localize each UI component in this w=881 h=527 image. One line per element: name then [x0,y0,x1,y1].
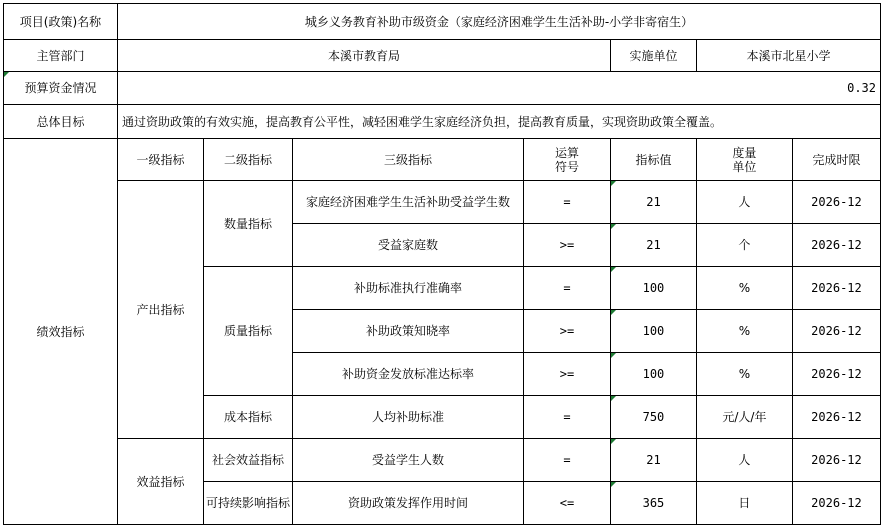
value-cell[interactable] [610,396,696,439]
indicator-value: 365 [642,496,665,510]
unit: % [738,367,751,381]
project-label: 项目(政策)名称 [19,14,102,29]
deadline-cell[interactable] [792,181,880,224]
indicator-value: 21 [646,453,661,467]
deadline-cell[interactable] [792,439,880,482]
goal-label: 总体目标 [36,114,85,129]
project-name: 城乡义务教育补助市级资金（家庭经济困难学生生活补助-小学非寄宿生） [304,14,694,29]
perf-header-row [4,139,881,181]
project-row [4,4,881,40]
subgroup-social: 社会效益指标 [211,453,284,467]
group-output: 产出指标 [136,302,185,317]
value-cell[interactable] [610,310,696,353]
col-deadline-cell[interactable] [792,139,880,181]
operator-cell[interactable] [523,482,610,525]
unit-cell[interactable] [696,267,792,310]
operator: >= [559,367,575,381]
value-cell[interactable] [610,267,696,310]
operator-cell[interactable] [523,181,610,224]
unit-cell[interactable] [696,396,792,439]
goal-value: 通过资助政策的有效实施，提高教育公平性，减轻困难学生家庭经济负担，提高教育质量，实现资助政策全覆盖。 [121,114,722,129]
deadline: 2026-12 [811,496,862,510]
indicator-name: 受益家庭数 [377,238,438,252]
operator-cell[interactable] [523,224,610,267]
col-level3-cell[interactable] [292,139,523,181]
col-operator-cell[interactable] [523,139,610,181]
indicator-name: 人均补助标准 [371,410,444,424]
unit-cell[interactable] [696,482,792,525]
unit: 元/人/年 [722,410,767,424]
operator-cell[interactable] [523,439,610,482]
unit: % [738,324,751,338]
dept-value-cell[interactable] [117,40,610,72]
indicator-cell[interactable] [292,439,523,482]
indicator-cell[interactable] [292,353,523,396]
col-value: 指标值 [635,152,672,167]
deadline-cell[interactable] [792,224,880,267]
deadline-cell[interactable] [792,267,880,310]
deadline-cell[interactable] [792,396,880,439]
operator: = [563,410,571,424]
unit-cell[interactable] [696,224,792,267]
col-value-cell[interactable] [610,139,696,181]
project-name-cell[interactable] [117,4,880,40]
col-level1: 一级指标 [136,152,185,167]
impl-value: 本溪市北星小学 [746,48,831,63]
dept-value: 本溪市教育局 [327,48,400,63]
indicator-value: 100 [642,281,665,295]
col-level3: 三级指标 [383,152,432,167]
deadline-cell[interactable] [792,310,880,353]
subgroup-sustain: 可持续影响指标 [205,496,290,510]
subgroup-quantity: 数量指标 [223,216,272,231]
col-unit-line2: 单位 [732,159,757,174]
indicator-cell[interactable] [292,224,523,267]
col-operator-line2: 符号 [554,159,579,174]
col-unit-line1: 度量 [732,145,757,160]
subgroup-quality-cell[interactable] [203,267,292,396]
subgroup-quantity-cell[interactable] [203,181,292,267]
deadline: 2026-12 [811,367,862,381]
budget-value: 0.32 [847,81,876,95]
budget-row [4,72,881,105]
goal-label-cell[interactable] [4,105,118,139]
value-cell[interactable] [610,181,696,224]
indicator-cell[interactable] [292,181,523,224]
deadline: 2026-12 [811,453,862,467]
unit-cell[interactable] [696,353,792,396]
col-level1-cell[interactable] [117,139,203,181]
unit: 人 [738,195,751,209]
col-deadline: 完成时限 [812,152,861,167]
indicator-cell[interactable] [292,267,523,310]
perf-label: 绩效指标 [36,324,85,339]
group-output-cell[interactable] [117,181,203,439]
subgroup-quality: 质量指标 [223,324,272,338]
deadline: 2026-12 [811,324,862,338]
dept-label-cell[interactable] [4,40,118,72]
operator: = [563,195,571,209]
group-benefit: 效益指标 [136,474,185,489]
subgroup-social-cell[interactable] [203,439,292,482]
value-cell[interactable] [610,482,696,525]
department-row [4,40,881,72]
col-level2: 二级指标 [223,152,272,167]
operator: = [563,281,571,295]
operator: >= [559,238,575,252]
value-cell[interactable] [610,353,696,396]
indicator-value: 750 [642,410,665,424]
indicator-name: 资助政策发挥作用时间 [347,496,468,510]
indicator-cell[interactable] [292,482,523,525]
operator: <= [559,496,575,510]
subgroup-cost-cell[interactable] [203,396,292,439]
operator-cell[interactable] [523,396,610,439]
deadline: 2026-12 [811,410,862,424]
operator-cell[interactable] [523,267,610,310]
operator-cell[interactable] [523,353,610,396]
indicator-name: 家庭经济困难学生生活补助受益学生数 [305,195,510,209]
deadline: 2026-12 [811,238,862,252]
deadline-cell[interactable] [792,482,880,525]
project-label-cell[interactable] [4,4,118,40]
indicator-value: 21 [646,195,661,209]
unit-cell[interactable] [696,181,792,224]
operator: = [563,453,571,467]
indicator-name: 补助政策知晓率 [365,324,450,338]
unit: 日 [738,496,751,510]
subgroup-sustain-cell[interactable] [203,482,292,525]
col-level2-cell[interactable] [203,139,292,181]
value-cell[interactable] [610,224,696,267]
deadline-cell[interactable] [792,353,880,396]
value-cell[interactable] [610,439,696,482]
indicator-name: 受益学生人数 [371,453,444,467]
indicator-name: 补助资金发放标准达标率 [341,367,474,381]
deadline: 2026-12 [811,195,862,209]
indicator-value: 100 [642,367,665,381]
group-benefit-cell[interactable] [117,439,203,525]
indicator-value: 100 [642,324,665,338]
performance-table [3,3,881,525]
budget-label-cell[interactable] [4,72,118,105]
impl-label-cell[interactable] [610,40,696,72]
table-row [4,181,881,224]
indicator-cell[interactable] [292,396,523,439]
subgroup-cost: 成本指标 [223,410,272,424]
unit: 个 [738,238,751,252]
goal-value-cell[interactable] [117,105,880,139]
impl-value-cell[interactable] [696,40,880,72]
deadline: 2026-12 [811,281,862,295]
col-unit-cell[interactable] [696,139,792,181]
goal-row [4,105,881,139]
indicator-name: 补助标准执行准确率 [353,281,462,295]
table-row [4,439,881,482]
unit: % [738,281,751,295]
budget-label: 预算资金情况 [24,81,97,95]
unit: 人 [738,453,751,467]
impl-label: 实施单位 [629,48,678,63]
indicator-cell[interactable] [292,310,523,353]
col-operator-line1: 运算 [554,145,579,160]
unit-cell[interactable] [696,439,792,482]
operator: >= [559,324,575,338]
dept-label: 主管部门 [36,48,85,63]
perf-label-cell[interactable] [4,139,118,525]
operator-cell[interactable] [523,310,610,353]
unit-cell[interactable] [696,310,792,353]
budget-value-cell[interactable] [117,72,880,105]
indicator-value: 21 [646,238,661,252]
